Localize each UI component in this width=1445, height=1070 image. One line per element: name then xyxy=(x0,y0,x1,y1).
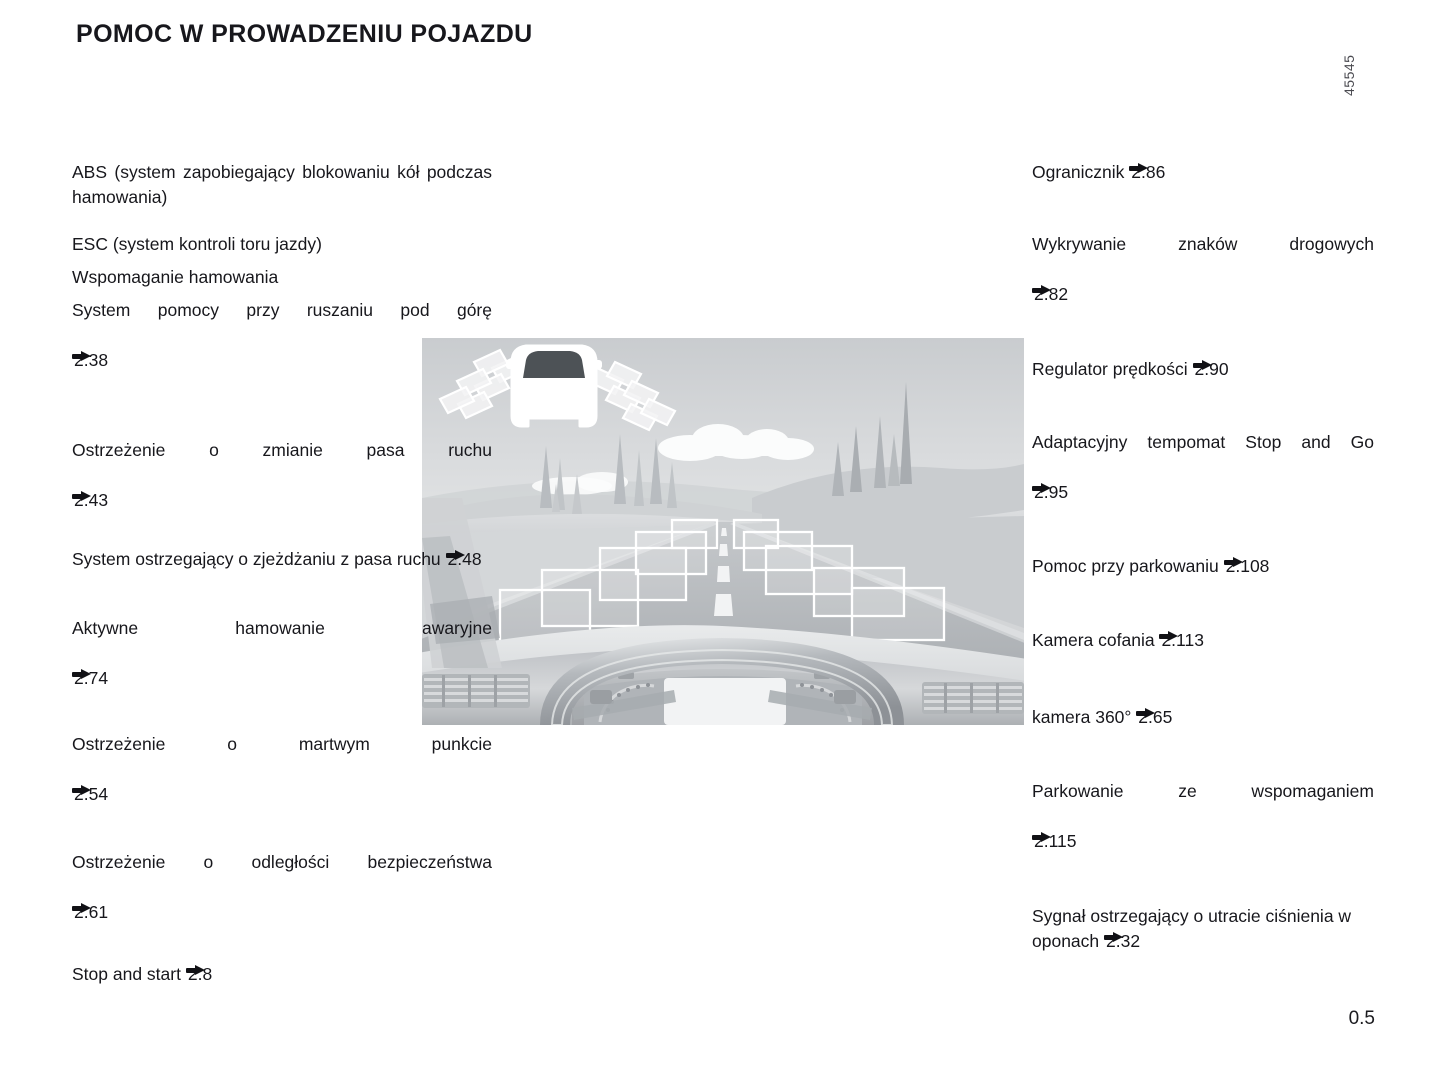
list-item xyxy=(72,438,492,514)
list-item xyxy=(72,850,492,926)
wheel-button-left xyxy=(590,690,612,704)
page-ref: 2.86 xyxy=(1131,162,1166,182)
air-vent-right xyxy=(922,682,1024,714)
list-item xyxy=(72,616,492,692)
feature-label: Ostrzeżenie o zmianie pasa ruchu xyxy=(72,440,492,460)
wheel-button-right xyxy=(834,690,856,704)
page-ref: 2.54 xyxy=(74,784,109,804)
page-ref: 2.113 xyxy=(1161,630,1204,650)
page-ref: 2.108 xyxy=(1225,556,1270,576)
car-mirror-left xyxy=(506,360,518,369)
figure-reference-code: 45545 xyxy=(1341,54,1357,96)
list-item xyxy=(1032,232,1374,308)
page-ref: 2.115 xyxy=(1034,831,1077,851)
right-feature-list xyxy=(1032,160,1374,955)
page-ref: 2.38 xyxy=(74,350,109,370)
list-item xyxy=(1032,705,1374,731)
feature-label: System pomocy przy ruszaniu pod górę xyxy=(72,300,492,320)
list-item xyxy=(72,265,492,290)
list-item xyxy=(1032,904,1374,955)
list-item xyxy=(1032,554,1374,580)
page-ref: 2.43 xyxy=(74,490,109,510)
list-item xyxy=(72,298,492,374)
list-item xyxy=(1032,628,1374,654)
feature-label: kamera 360° xyxy=(1032,707,1132,727)
page-title: POMOC W PROWADZENIU POJAZDU xyxy=(76,20,533,48)
page-ref: 2.65 xyxy=(1138,707,1173,727)
page-ref: 2.8 xyxy=(187,964,213,984)
page-ref: 2.90 xyxy=(1194,359,1229,379)
feature-label: Ogranicznik xyxy=(1032,162,1125,182)
feature-label: Parkowanie ze wspomaganiem xyxy=(1032,781,1374,801)
feature-label: Pomoc przy parkowaniu xyxy=(1032,556,1219,576)
feature-label: Ostrzeżenie o odległości bezpieczeństwa xyxy=(72,852,492,872)
feature-label: Regulator prędkości xyxy=(1032,359,1188,379)
car-mirror-right xyxy=(590,360,602,369)
page-ref: 2.82 xyxy=(1034,284,1069,304)
left-feature-list xyxy=(72,160,492,988)
feature-label: Wykrywanie znaków drogowych xyxy=(1032,234,1374,254)
cluster-display xyxy=(664,678,786,725)
feature-label: Kamera cofania xyxy=(1032,630,1155,650)
feature-label: Adaptacyjny tempomat Stop and Go xyxy=(1032,432,1374,452)
list-item xyxy=(72,160,492,210)
list-item xyxy=(1032,160,1374,186)
feature-label: ESC (system kontroli toru jazdy) xyxy=(72,234,322,254)
list-item xyxy=(72,547,492,573)
list-item xyxy=(72,232,492,257)
feature-label: ABS (system zapobiegający blokowaniu kół podczas hamowania) xyxy=(72,162,492,207)
page-ref: 2.32 xyxy=(1106,931,1141,951)
feature-label: Ostrzeżenie o martwym punkcie xyxy=(72,734,492,754)
list-item xyxy=(72,732,492,808)
car-windshield xyxy=(523,351,585,378)
list-item xyxy=(1032,357,1374,383)
feature-label: System ostrzegający o zjeżdżaniu z pasa ruchu xyxy=(72,549,441,569)
page-ref: 2.95 xyxy=(1034,482,1069,502)
feature-label: Stop and start xyxy=(72,964,181,984)
driver-assistance-illustration xyxy=(422,338,1024,725)
list-item xyxy=(1032,430,1374,506)
page-number: 0.5 xyxy=(1348,1008,1375,1029)
feature-label: Aktywne hamowanie awaryjne xyxy=(72,618,492,638)
page-ref: 2.61 xyxy=(74,902,109,922)
list-item xyxy=(1032,779,1374,855)
page-ref: 2.74 xyxy=(74,668,109,688)
list-item xyxy=(72,962,492,988)
page-ref: 2.48 xyxy=(447,549,482,569)
illustration-svg xyxy=(422,338,1024,725)
feature-label: Wspomaganie hamowania xyxy=(72,267,279,287)
feature-label: Sygnał ostrzegający o utracie ciśnienia w oponach xyxy=(1032,906,1352,951)
